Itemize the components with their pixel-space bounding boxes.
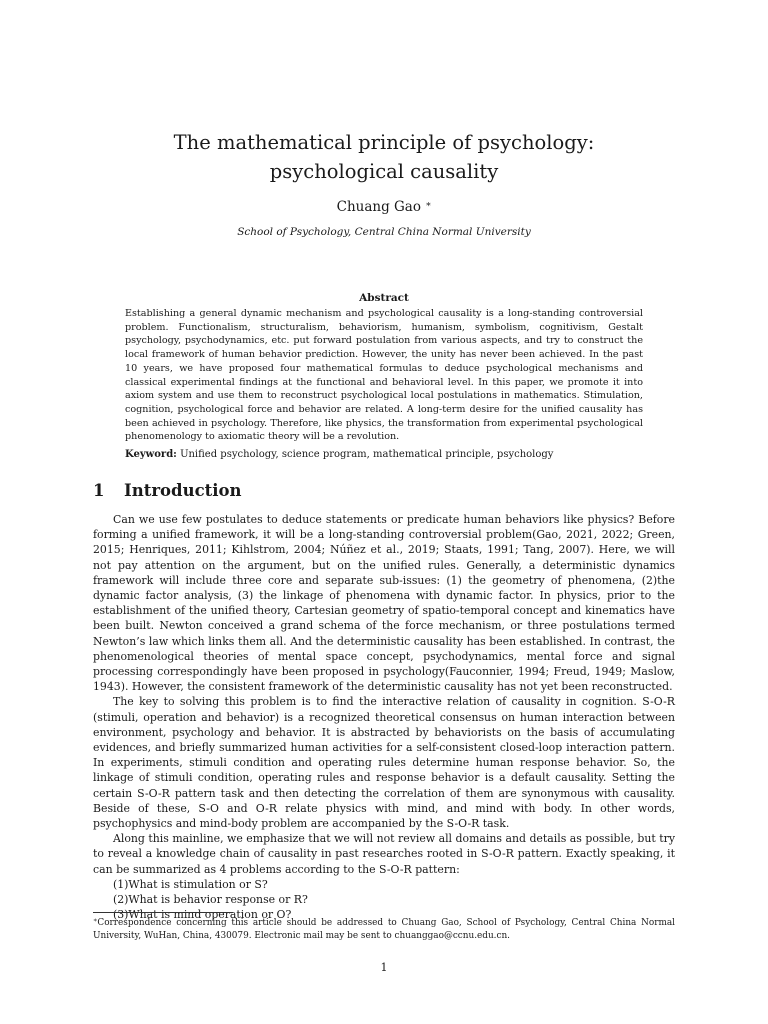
abstract-text: Establishing a general dynamic mechanism and psychological causality is a long-standing controversial problem. Functionalism, structuralism, behaviorism, humanism, symbolism, cognitivism, Gestalt psychology, psychodynamics, etc. put forward postulation from various aspects, and try to construct the local framework of human behavior prediction. However, the unity has never been achieved. In the past 10 years, we have proposed four mathematical formulas to deduce psychological mechanisms and classical experimental findings at the functional and behavioral level. In this paper, we promote it into axiom system and use them to reconstruct psychological local postulations in mathematics. Stimulation, cognition, psychological force and behavior are related. A long-term desire for the unified causality has been achieved in psychology. Therefore, like physics, the transformation from experimental psychological phenomenology to axiomatic theory will be a revolution. — [125, 308, 643, 443]
section-heading — [93, 481, 242, 500]
question-item: (3)What is mind operation or O? — [113, 908, 292, 922]
keyword-line — [125, 448, 643, 462]
section-body — [93, 512, 675, 922]
question-item: (2)What is behavior response or R? — [113, 893, 308, 907]
section-number: 1 — [93, 481, 105, 500]
footnote-mark: ∗ — [93, 916, 98, 924]
footnote — [93, 914, 675, 942]
body-paragraph: The key to solving this problem is to find the interactive relation of causality in cognition. S-O-R (stimuli, operation and behavior) is a recognized theoretical consensus on human interaction between environment, psychology and behavior. It is abstracted by behaviorists on the basis of accumulating evidences, and briefly summarized human activities for a self-consistent closed-loop interaction pattern. In experiments, stimuli condition and operating rules determine human response behavior. So, the linkage of stimuli condition, operating rules and response behavior is a default causality. Setting the certain S-O-R pattern task and then detecting the correlation of them are synonymous with causality. Beside of these, S-O and O-R relate physics with mind, and mind with body. In other words, psychophysics and mind-body problem are accompanied by the S-O-R task. — [93, 695, 675, 831]
section-title: Introduction — [124, 481, 242, 500]
abstract-heading: Abstract — [359, 292, 409, 304]
keyword-list: Unified psychology, science program, mathematical principle, psychology — [180, 449, 554, 460]
footnote-text: Correspondence concerning this article should be addressed to Chuang Gao, School of Psychology, Central China Normal University, WuHan, China, 430079. Electronic mail may be sent to chuanggao@ccnu.edu.cn. — [93, 918, 675, 941]
paper-title: The mathematical principle of psychology: psychological causality — [173, 131, 595, 183]
footnote-divider — [93, 912, 233, 913]
page-number: 1 — [380, 961, 388, 974]
body-paragraph: Can we use few postulates to deduce statements or predicate human behaviors like physics? Before forming a unified framework, it will be a long-standing controversial problem(Gao, 2021, 2022; Green, 2015; Henriques, 2011; Kihlstrom, 2004; Núñez et al., 2019; Staats, 1991; Tang, 2007). Here, we will not pay attention on the argument, but on the unified rules. Generally, a deterministic dynamics framework will include three core and separate sub-issues: (1) the geometry of phenomena, (2)the dynamic factor analysis, (3) the linkage of phenomena with dynamic factor. In physics, prior to the establishment of the unified theory, Cartesian geometry of spatio-temporal concept and kinematics have been built. Newton conceived a grand schema of the force mechanism, or three postulations termed Newton’s law which links them all. And the deterministic causality has been established. In contrast, the phenomenological theories of mental space concept, psychodynamics, mental force and signal processing correspondingly have been proposed in psychology(Fauconnier, 1994; Freud, 1949; Maslow, 1943). However, the consistent framework of the deterministic causality has not yet been reconstructed. — [93, 513, 675, 694]
author-line — [0, 199, 768, 215]
keyword-label: Keyword: — [125, 449, 177, 460]
body-paragraph: Along this mainline, we emphasize that we will not review all domains and details as possible, but try to reveal a knowledge chain of causality in past researches rooted in S-O-R pattern. Exactly speaking, it can be summarized as 4 problems according to the S-O-R pattern: — [93, 832, 675, 876]
author-footnote-mark: ∗ — [425, 200, 432, 210]
author-affiliation: School of Psychology, Central China Normal University — [237, 226, 531, 238]
author-name: Chuang Gao — [336, 199, 421, 215]
question-item: (1)What is stimulation or S? — [113, 877, 268, 891]
